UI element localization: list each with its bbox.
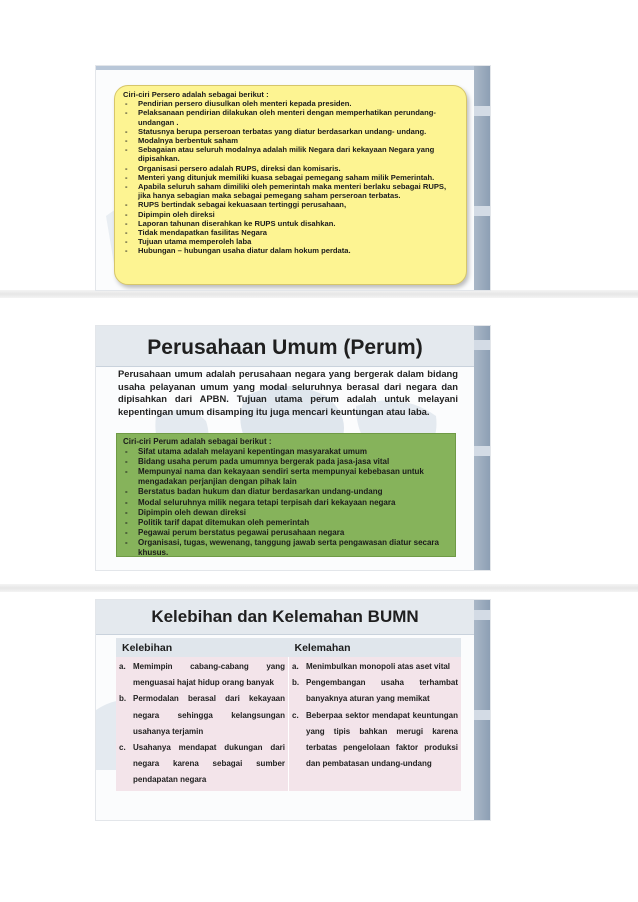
kelemahan-cell [289, 657, 462, 791]
list-item: - Apabila seluruh saham dimiliki oleh pemerintah maka menteri berlaku sebagai RUPS, jika hanya sebagian maka sebagai pemegang saham perseroan terbatas. [123, 182, 460, 200]
perum-intro-paragraph: Perusahaan umum adalah perusahaan negara yang bergerak dalam bidang usaha pelayanan umum yang modal seluruhnya berasal dari negara dan dipisahkan dari APBN. Tujuan utama perum adalah untuk melayani kepentingan umum disamping itu juga mencari keuntungan atau laba. [118, 368, 458, 417]
list-item: - Organisasi persero adalah RUPS, direksi dan komisaris. [123, 164, 460, 173]
list-item: - Organisasi, tugas, wewenang, tanggung jawab serta pengawasan diatur secara khusus. [123, 538, 449, 558]
list-item: - Menteri yang ditunjuk memiliki kuasa sebagai pemegang saham milik Pemerintah. [123, 173, 460, 182]
list-item: c. Usahanya mendapat dukungan dari negara karena sebagai sumber pendapatan negara [119, 743, 285, 785]
list-item: - Dipimpin oleh direksi [123, 210, 460, 219]
list-item: - Modal seluruhnya milik negara tetapi terpisah dari kekayaan negara [123, 498, 449, 508]
list-item: - Pendirian persero diusulkan oleh menteri kepada presiden. [123, 99, 460, 108]
list-item: b. Pengembangan usaha terhambat banyaknya aturan yang memikat [292, 678, 458, 704]
column-header-kelebihan: Kelebihan [116, 638, 289, 657]
slide-title: Kelebihan dan Kelemahan BUMN [151, 607, 419, 626]
list-item: - Modalnya berbentuk saham [123, 136, 460, 145]
comparison-table [116, 638, 461, 791]
slide-persero [96, 66, 490, 290]
list-item: - Sifat utama adalah melayani kepentingan masyarakat umum [123, 447, 449, 457]
perum-characteristics-box [116, 433, 456, 557]
page-separator [0, 290, 638, 298]
list-item: - Tujuan utama memperoleh laba [123, 237, 460, 246]
list-item: - Pelaksanaan pendirian dilakukan oleh menteri dengan memperhatikan perundang- undangan . [123, 108, 460, 126]
slide-side-bar [474, 66, 490, 290]
slide-title: Perusahaan Umum (Perum) [147, 336, 423, 359]
perum-list [123, 447, 449, 558]
box-title: Ciri-ciri Perum adalah sebagai berikut : [123, 437, 272, 446]
list-item: - Pegawai perum berstatus pegawai perusahaan negara [123, 528, 449, 538]
persero-list [123, 99, 460, 255]
list-item: a. Memimpin cabang-cabang yang menguasai hajat hidup orang banyak [119, 662, 285, 688]
slide-top-strip [96, 66, 474, 70]
kelebihan-cell [116, 657, 289, 791]
list-item: - Dipimpin oleh dewan direksi [123, 508, 449, 518]
list-item: - Statusnya berupa perseroan terbatas yang diatur berdasarkan undang- undang. [123, 127, 460, 136]
slide-side-bar [474, 326, 490, 570]
list-item: - Laporan tahunan diserahkan ke RUPS untuk disahkan. [123, 219, 460, 228]
box-title: Ciri-ciri Persero adalah sebagai berikut : [123, 90, 269, 99]
list-item: - RUPS bertindak sebagai kekuasaan tertinggi perusahaan, [123, 200, 460, 209]
slide-perum [96, 326, 490, 570]
list-item: - Sebagaian atau seluruh modalnya adalah milik Negara dari kekayaan Negara yang dipisahkan. [123, 145, 460, 163]
list-item: - Tidak mendapatkan fasilitas Negara [123, 228, 460, 237]
persero-characteristics-box [114, 85, 467, 285]
slide-side-bar [474, 600, 490, 820]
kelebihan-list [119, 659, 285, 789]
slide-kelebihan-kelemahan [96, 600, 490, 820]
list-item: - Hubungan – hubungan usaha diatur dalam hokum perdata. [123, 246, 460, 255]
list-item: - Mempunyai nama dan kekayaan sendiri serta mempunyai kebebasan untuk mengadakan perjanjian dengan pihak lain [123, 467, 449, 487]
kelemahan-list [292, 659, 458, 772]
list-item: b. Permodalan berasal dari kekayaan negara sehingga kelangsungan usahanya terjamin [119, 694, 285, 736]
list-item: a. Menimbulkan monopoli atas aset vital [292, 662, 451, 671]
list-item: c. Beberpaa sektor mendapat keuntungan yang tipis bahkan merugi karena terbatas pengelolaan faktor produksi dan pembatasan undang-undang [292, 710, 458, 769]
list-item: - Berstatus badan hukum dan diatur berdasarkan undang-undang [123, 487, 449, 497]
list-item: - Bidang usaha perum pada umumnya bergerak pada jasa-jasa vital [123, 457, 449, 467]
column-header-kelemahan: Kelemahan [289, 638, 462, 657]
list-item: - Politik tarif dapat ditemukan oleh pemerintah [123, 518, 449, 528]
page-separator [0, 584, 638, 592]
